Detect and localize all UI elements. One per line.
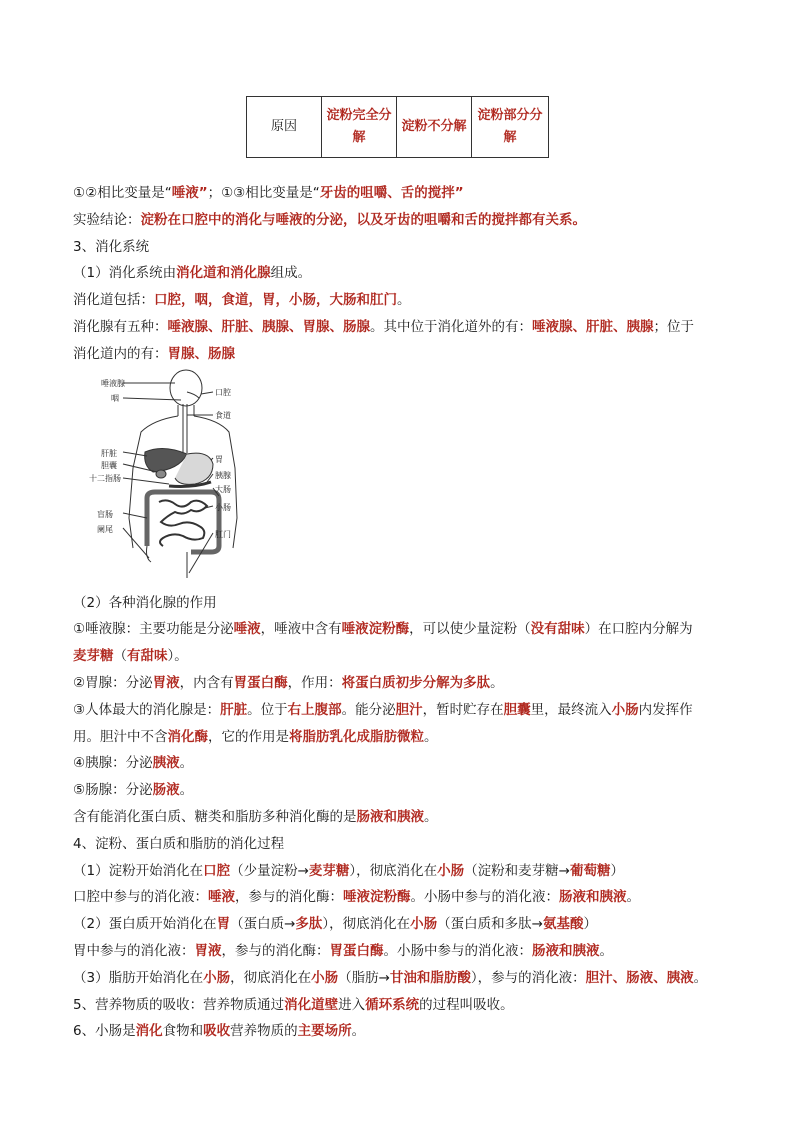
text-line: 含有能消化蛋白质、糖类和脂肪多种消化酶的是肠液和胰液。 (73, 808, 438, 825)
table-cell: 淀粉部分分解 (472, 97, 549, 158)
text-line: ①唾液腺：主要功能是分泌唾液，唾液中含有唾液淀粉酶，可以使少量淀粉（没有甜味）在口腔内分解为 (73, 621, 693, 638)
label-anus: 肛门 (215, 529, 231, 539)
text-line: ④胰腺：分泌胰液。 (73, 755, 194, 772)
table-cell-header: 原因 (247, 97, 322, 158)
text-line: 麦芽糖（有甜味）。 (73, 648, 188, 665)
table-cell: 淀粉完全分解 (322, 97, 397, 158)
text-line: 消化道内的有：胃腺、肠腺 (73, 345, 235, 362)
text-line: （1）消化系统由消化道和消化腺组成。 (73, 265, 312, 282)
text-line: （2）蛋白质开始消化在胃（蛋白质→多肽），彻底消化在小肠（蛋白质和多肽→氨基酸） (73, 916, 597, 933)
table-cell: 淀粉不分解 (397, 97, 472, 158)
section-heading: 4、淀粉、蛋白质和脂肪的消化过程 (73, 835, 285, 852)
label-stomach: 胃 (215, 454, 223, 464)
label-salivary-gland: 唾液腺 (101, 378, 125, 388)
text-line: 口腔中参与的消化液：唾液，参与的消化酶：唾液淀粉酶。小肠中参与的消化液：肠液和胰液。 (73, 889, 640, 906)
reason-table (246, 96, 549, 158)
text-line: （2）各种消化腺的作用 (73, 594, 217, 611)
text-line: （1）淀粉开始消化在口腔（少量淀粉→麦芽糖），彻底消化在小肠（淀粉和麦芽糖→葡萄糖） (73, 862, 624, 879)
text-line: 消化腺有五种：唾液腺、肝脏、胰腺、胃腺、肠腺。其中位于消化道外的有：唾液腺、肝脏、胰腺；位于 (73, 318, 694, 335)
text-line: 6、小肠是消化食物和吸收营养物质的主要场所。 (73, 1023, 366, 1040)
text-line: ⑤肠腺：分泌肠液。 (73, 782, 194, 799)
label-duodenum: 十二指肠 (89, 473, 121, 483)
text-line: （3）脂肪开始消化在小肠，彻底消化在小肠（脂肪→甘油和脂肪酸），参与的消化液：胆汁、肠液、胰液。 (73, 969, 708, 986)
label-liver: 肝脏 (101, 448, 117, 458)
text-line: 5、营养物质的吸收：营养物质通过消化道壁进入循环系统的过程叫吸收。 (73, 996, 514, 1013)
label-pharynx: 咽 (111, 393, 119, 403)
label-cecum: 盲肠 (97, 509, 113, 519)
label-gallbladder: 胆囊 (101, 460, 117, 470)
label-appendix: 阑尾 (97, 524, 113, 534)
label-mouth: 口腔 (215, 387, 231, 397)
digestive-system-diagram (83, 368, 733, 590)
text-line: ①②相比变量是“唾液”；①③相比变量是“牙齿的咀嚼、舌的搅拌” (73, 185, 464, 201)
label-esophagus: 食道 (215, 410, 231, 420)
label-pancreas: 胰腺 (215, 470, 231, 480)
label-large-intestine: 大肠 (215, 484, 231, 494)
text-line: ③人体最大的消化腺是：肝脏。位于右上腹部。能分泌胆汁，暂时贮存在胆囊里，最终流入小肠内发挥作 (73, 701, 693, 718)
text-line: 用。胆汁中不含消化酶，它的作用是将脂肪乳化成脂肪微粒。 (73, 728, 438, 745)
section-heading: 3、消化系统 (73, 238, 150, 255)
text-line: 实验结论：淀粉在口腔中的消化与唾液的分泌，以及牙齿的咀嚼和舌的搅拌都有关系。 (73, 211, 586, 228)
text-line: 消化道包括：口腔，咽，食道，胃，小肠，大肠和肛门。 (73, 292, 411, 309)
document-body (73, 180, 733, 1045)
table-row (247, 97, 549, 158)
text-line: 胃中参与的消化液：胃液，参与的消化酶：胃蛋白酶。小肠中参与的消化液：肠液和胰液。 (73, 942, 613, 959)
text-line: ②胃腺：分泌胃液，内含有胃蛋白酶，作用：将蛋白质初步分解为多肽。 (73, 674, 504, 691)
label-small-intestine: 小肠 (215, 502, 231, 512)
